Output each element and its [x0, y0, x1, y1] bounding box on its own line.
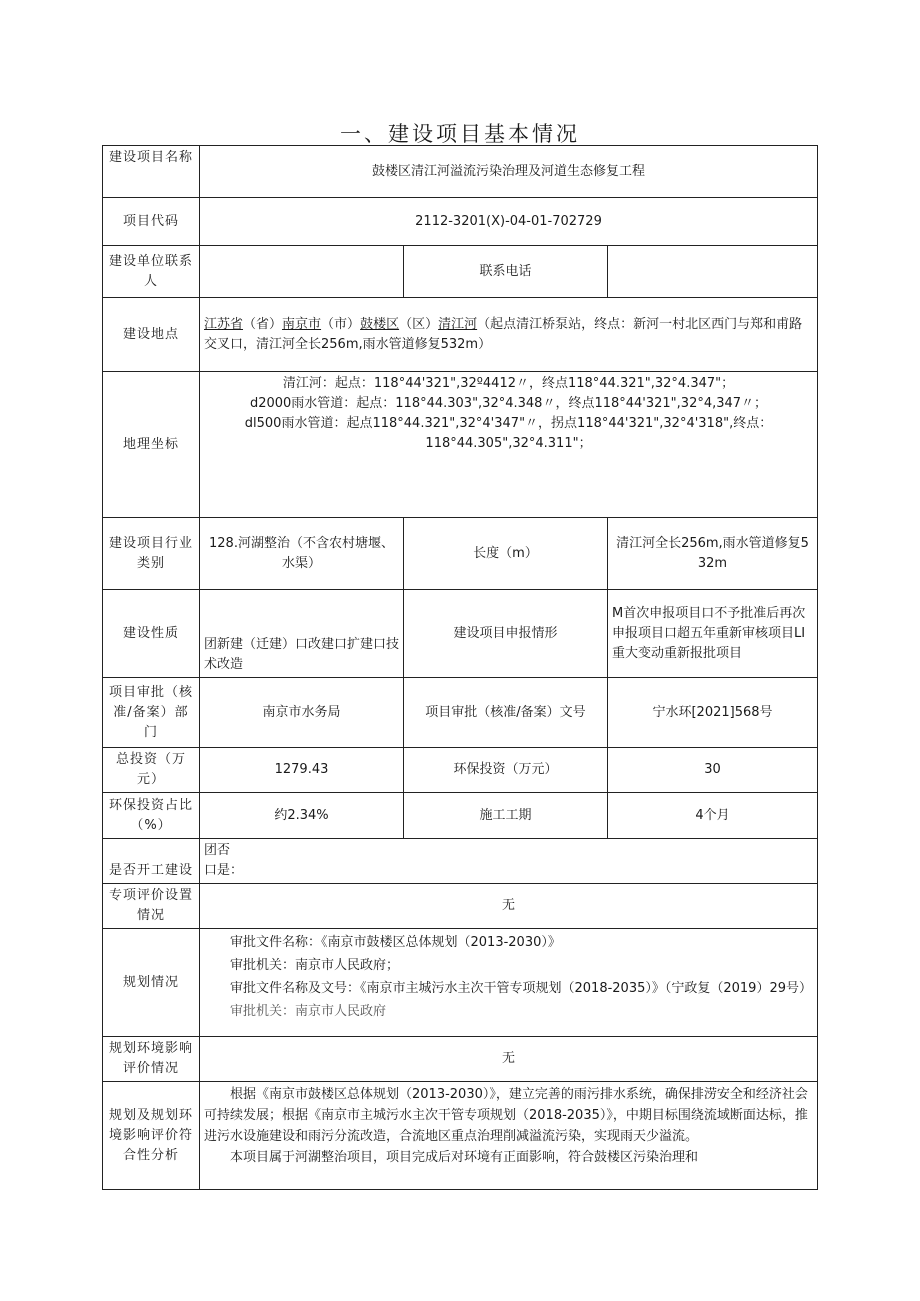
value-analysis [200, 1082, 818, 1190]
value-env-investment: 30 [608, 748, 818, 793]
page-title: 一、建设项目基本情况 [340, 122, 580, 146]
row-ratio [103, 793, 818, 839]
started-option-no: 团否 [204, 843, 231, 858]
location-city: 南京市 [282, 316, 322, 332]
label-planning: 规划情况 [103, 929, 200, 1037]
planning-line-3: 审批文件名称及文号：《南京市主城污水主次干管专项规划（2018-2035）》（宁政复（2019）29号） [230, 981, 812, 996]
row-planning-env [103, 1037, 818, 1082]
row-nature [103, 590, 818, 678]
label-started: 是否开工建设 [103, 839, 200, 884]
analysis-paragraph-1: 根据《南京市鼓楼区总体规划（2013-2030）》，建立完善的雨污排水系统，确保排涝安全和经济社会可持续发展；根据《南京市主城污水主次干管专项规划（2018-2035）》，中期目标围绕流域断面达标，推进污水设施建设和雨污分流改造，合流地区重点治理削减溢流污染，实现雨天少溢流。 [204, 1087, 808, 1144]
coordinates-line-2: d2000雨水管道：起点：118°44.303",32°4.348〃，终点118°44'321",32°4,347〃； [249, 396, 768, 411]
row-project-code [103, 198, 818, 246]
coordinates-line-1: 清江河：起点：118°44'321",32º4412〃，终点118°44.321",32°4.347"； [282, 376, 735, 391]
label-contact: 建设单位联系人 [103, 246, 200, 298]
coordinates-line-3: dl500雨水管道：起点118°44.321",32°4'347"〃，拐点118°44'321",32°4'318",终点： [244, 416, 773, 431]
label-report: 建设项目申报情形 [404, 590, 608, 678]
value-phone [608, 246, 818, 298]
location-province: 江苏省 [204, 316, 244, 332]
analysis-paragraph-2: 本项目属于河湖整治项目，项目完成后对环境有正面影响，符合鼓楼区污染治理和 [230, 1150, 699, 1165]
label-planning-env: 规划环境影响评价情况 [103, 1037, 200, 1082]
value-report: M首次申报项目口不予批准后再次申报项目口超五年重新审核项目LI重大变动重新报批项目 [608, 590, 818, 678]
coordinates-line-4: 118°44.305",32°4.311"； [425, 436, 592, 451]
value-project-name: 鼓楼区清江河溢流污染治理及河道生态修复工程 [200, 146, 818, 198]
label-investment: 总投资（万元） [103, 748, 200, 793]
row-special-eval [103, 884, 818, 929]
value-env-ratio: 约2.34% [200, 793, 404, 839]
value-special-eval: 无 [200, 884, 818, 929]
label-period: 施工工期 [404, 793, 608, 839]
value-started [200, 839, 818, 884]
row-location [103, 298, 818, 372]
label-env-ratio: 环保投资占比（%） [103, 793, 200, 839]
label-special-eval: 专项评价设置情况 [103, 884, 200, 929]
value-length: 清江河全长256m,雨水管道修复532m [608, 518, 818, 590]
value-period: 4个月 [608, 793, 818, 839]
row-coordinates [103, 372, 818, 518]
row-contact [103, 246, 818, 298]
value-nature: 团新建（迁建）口改建口扩建口技术改造 [200, 590, 404, 678]
value-investment: 1279.43 [200, 748, 404, 793]
row-analysis [103, 1082, 818, 1190]
label-location: 建设地点 [103, 298, 200, 372]
planning-line-2: 审批机关：南京市人民政府； [230, 958, 400, 973]
label-analysis: 规划及规划环境影响评价符合性分析 [103, 1082, 200, 1190]
label-length: 长度（m） [404, 518, 608, 590]
label-phone: 联系电话 [404, 246, 608, 298]
value-approval-dept: 南京市水务局 [200, 678, 404, 748]
location-district-suffix: （区） [399, 316, 439, 332]
label-project-code: 项目代码 [103, 198, 200, 246]
value-coordinates [200, 372, 818, 518]
planning-line-1: 审批文件名称：《南京市鼓楼区总体规划（2013-2030）》 [230, 935, 561, 950]
started-option-yes: 口是： [204, 863, 244, 878]
label-coordinates: 地理坐标 [103, 372, 200, 518]
label-approval-dept: 项目审批（核准/备案）部门 [103, 678, 200, 748]
label-env-investment: 环保投资（万元） [404, 748, 608, 793]
label-approval-doc: 项目审批（核准/备案）文号 [404, 678, 608, 748]
location-city-suffix: （市） [321, 316, 361, 332]
value-planning-env: 无 [200, 1037, 818, 1082]
row-project-name [103, 146, 818, 198]
value-approval-doc: 宁水环[2021]568号 [608, 678, 818, 748]
row-industry [103, 518, 818, 590]
location-district: 鼓楼区 [360, 316, 400, 332]
row-started [103, 839, 818, 884]
label-industry: 建设项目行业类别 [103, 518, 200, 590]
value-industry: 128.河湖整治（不含农村塘堰、水渠） [200, 518, 404, 590]
project-info-table [102, 145, 818, 1190]
row-planning [103, 929, 818, 1037]
row-investment [103, 748, 818, 793]
location-rest: （起点清江桥泵站，终点：新河一村北区西门与郑和甫路交叉口，清江河全长256m,雨水管道修复532m） [204, 316, 803, 352]
value-contact [200, 246, 404, 298]
location-province-suffix: （省） [243, 316, 283, 332]
value-planning [200, 929, 818, 1037]
value-location [200, 298, 818, 372]
location-river: 清江河 [438, 316, 478, 332]
label-nature: 建设性质 [103, 590, 200, 678]
planning-line-4: 审批机关：南京市人民政府 [230, 1004, 387, 1019]
row-approval [103, 678, 818, 748]
value-project-code: 2112-3201(X)-04-01-702729 [200, 198, 818, 246]
label-project-name: 建设项目名称 [103, 146, 200, 198]
